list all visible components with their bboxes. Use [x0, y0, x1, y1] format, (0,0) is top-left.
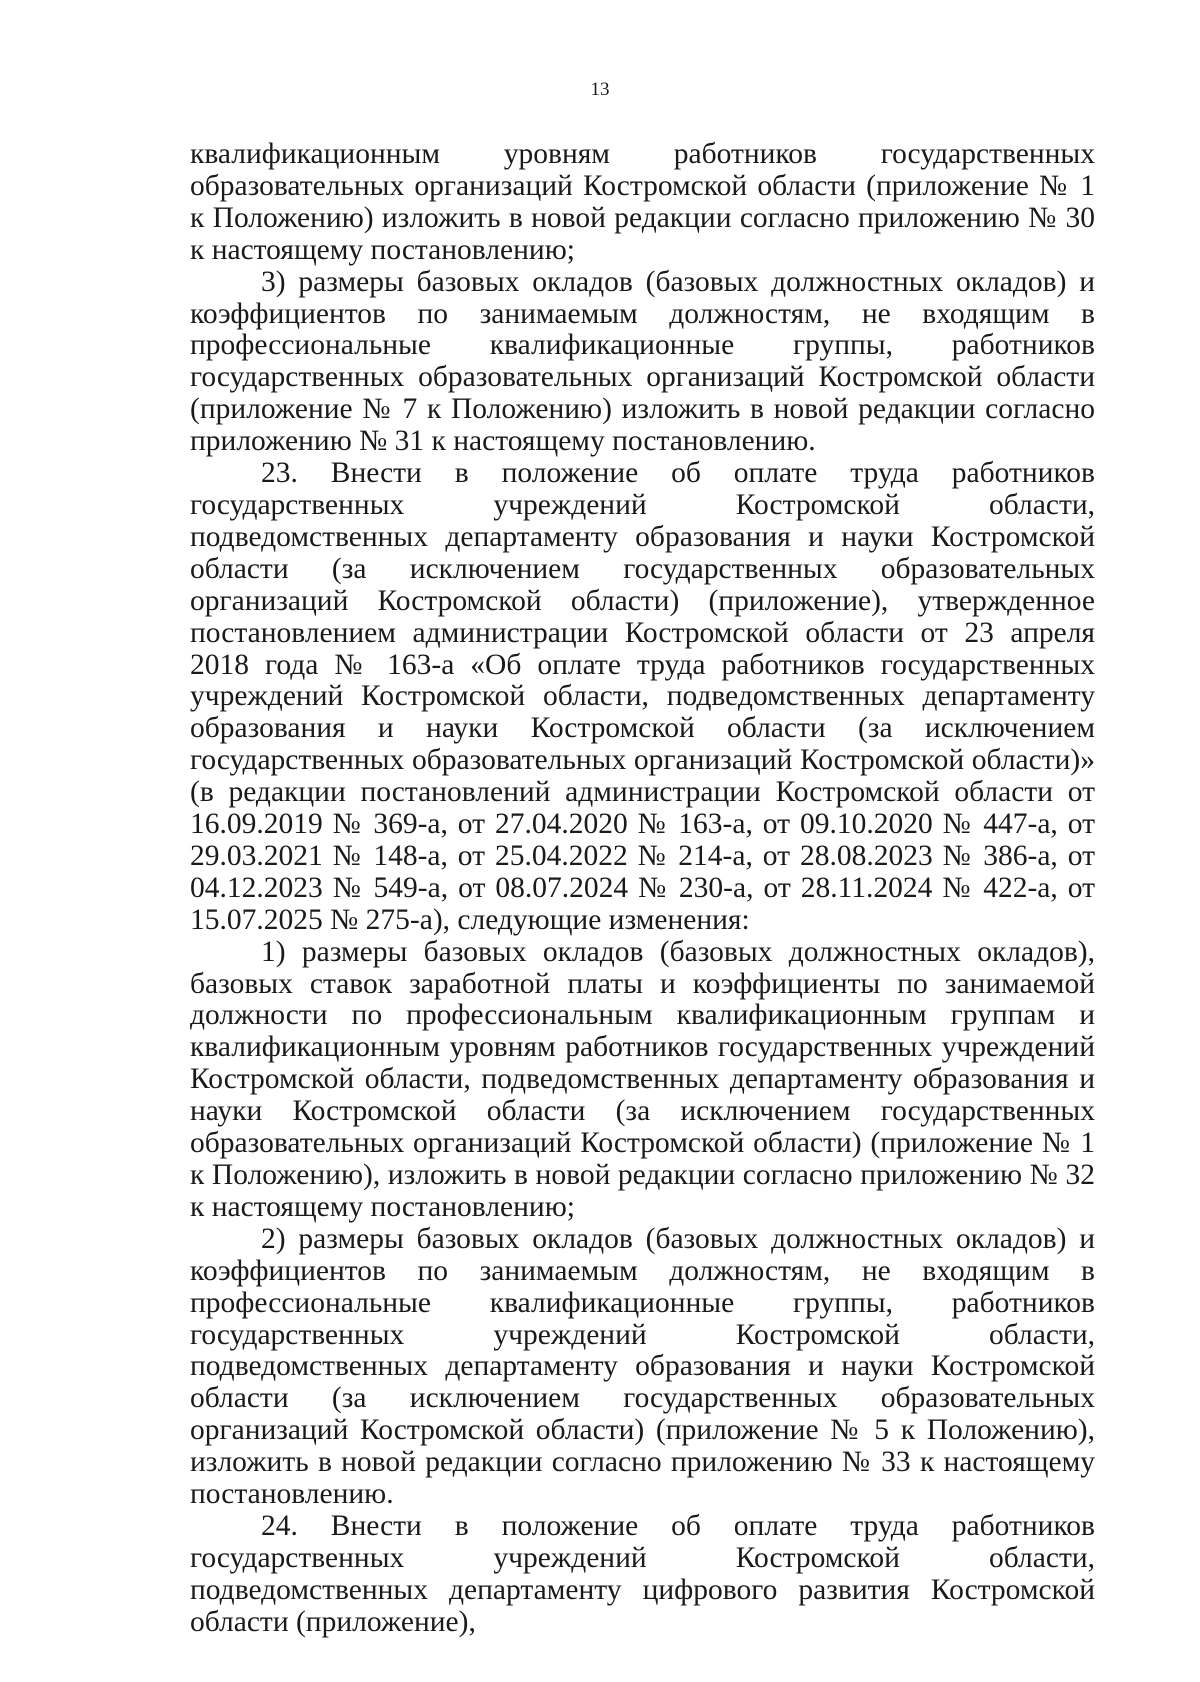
paragraph-item-23: 23. Внести в положение об оплате труда работников государственных учреждений Костромской области, подведомственных департаменту образования и науки Костромской области (за исключением государственных образовательных организаций Костромской области) (приложение), утвержденное постановлением администрации Костромской области от 23 апреля 2018 года № 163-а «Об оплате труда работников государственных учреждений Костромской области, подведомственных департаменту образования и науки Костромской области (за исключением государственных образовательных организаций Костромской области)» (в редакции постановлений администрации Костромской области от 16.09.2019 № 369-а, от 27.04.2020 № 163-а, от 09.10.2020 № 447-а, от 29.03.2021 № 148-а, от 25.04.2022 № 214-а, от 28.08.2023 № 386-а, от 04.12.2023 № 549-а, от 08.07.2024 № 230-а, от 28.11.2024 № 422-а, от 15.07.2025 № 275-а), следующие изменения:: [190, 457, 1095, 936]
paragraph-item-3: 3) размеры базовых окладов (базовых должностных окладов) и коэффициентов по занимаемым должностям, не входящим в профессиональные квалификационные группы, работников государственных образовательных организаций Костромской области (приложение № 7 к Положению) изложить в новой редакции согласно приложению № 31 к настоящему постановлению.: [190, 265, 1095, 458]
page-number: 13: [590, 79, 610, 100]
paragraph-item-23-1: 1) размеры базовых окладов (базовых должностных окладов), базовых ставок заработной платы и коэффициенты по занимаемой должности по профессиональным квалификационным группам и квалификационным уровням работников государственных учреждений Костромской области, подведомственных департаменту образования и науки Костромской области (за исключением государственных образовательных организаций Костромской области) (приложение № 1 к Положению), изложить в новой редакции согласно приложению № 32 к настоящему постановлению;: [190, 935, 1095, 1223]
paragraph-continuation: квалификационным уровням работников государственных образовательных организаций Костромской области (приложение № 1 к Положению) изложить в новой редакции согласно приложению № 30 к настоящему постановлению;: [190, 138, 1095, 266]
paragraph-item-24: 24. Внести в положение об оплате труда работников государственных учреждений Костромской области, подведомственных департаменту цифрового развития Костромской области (приложение),: [190, 1509, 1095, 1638]
paragraph-item-23-2: 2) размеры базовых окладов (базовых должностных окладов) и коэффициентов по занимаемым должностям, не входящим в профессиональные квалификационные группы, работников государственных учреждений Костромской области, подведомственных департаменту образования и науки Костромской области (за исключением государственных образовательных организаций Костромской области) (приложение № 5 к Положению), изложить в новой редакции согласно приложению № 33 к настоящему постановлению.: [190, 1222, 1095, 1511]
document-body: [190, 139, 1095, 1639]
